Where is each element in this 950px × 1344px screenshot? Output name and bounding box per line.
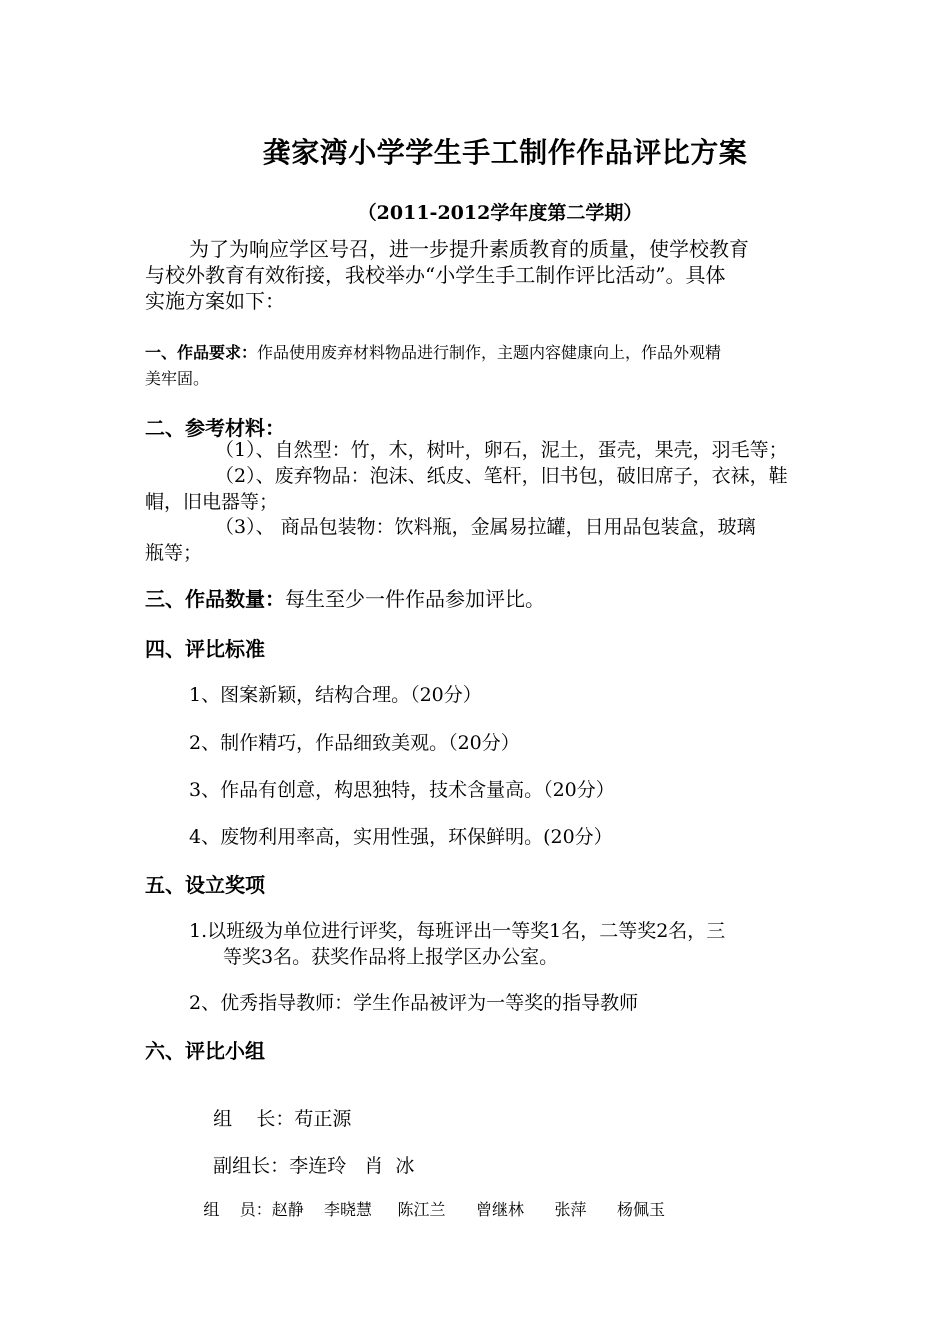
criterion-1: 1、图案新颖，结构合理。（20分） xyxy=(189,684,482,706)
section-1-text: 作品使用废弃材料物品进行制作，主题内容健康向上，作品外观精 xyxy=(257,343,722,362)
material-3-line-2: 瓶等； xyxy=(145,542,203,564)
vice-leader-names: 李连玲 肖 冰 xyxy=(289,1155,415,1177)
section-1-line-1 xyxy=(145,340,721,366)
material-2-line-1: （2）、废弃物品：泡沫、纸皮、笔杆，旧书包，破旧席子，衣袜，鞋 xyxy=(215,465,788,487)
section-6-heading: 六、评比小组 xyxy=(145,1039,265,1063)
section-2-heading: 二、参考材料： xyxy=(145,416,285,440)
document-title: 龚家湾小学学生手工制作作品评比方案 xyxy=(262,136,748,169)
material-2-line-2: 帽，旧电器等； xyxy=(145,491,279,513)
document-subtitle: （2011-2012学年度第二学期） xyxy=(357,202,643,224)
intro-line-2: 与校外教育有效衔接，我校举办“小学生手工制作评比活动”。具体 xyxy=(145,263,726,287)
material-1: （1）、自然型：竹，木，树叶，卵石，泥土，蛋壳，果壳，羽毛等； xyxy=(215,439,788,461)
members-line xyxy=(183,1178,665,1239)
award-1-line-1: 1.以班级为单位进行评奖，每班评出一等奖1名，二等奖2名，三 xyxy=(189,920,726,942)
award-2: 2、优秀指导教师：学生作品被评为一等奖的指导教师 xyxy=(189,992,639,1014)
leader-label: 组 长： xyxy=(213,1108,295,1130)
members-label: 组 员： xyxy=(203,1200,272,1219)
criterion-3: 3、作品有创意，构思独特，技术含量高。（20分） xyxy=(189,779,615,801)
members-names: 赵静 李晓慧 陈江兰 曾继林 张萍 杨佩玉 xyxy=(271,1200,666,1219)
award-1-line-2: 等奖3名。获奖作品将上报学区办公室。 xyxy=(223,946,559,968)
section-1-label: 一、作品要求： xyxy=(145,343,258,362)
material-3-line-1: （3）、 商品包装物：饮料瓶，金属易拉罐，日用品包装盒，玻璃 xyxy=(215,516,756,538)
leader-name: 苟正源 xyxy=(294,1108,352,1130)
intro-line-1: 为了为响应学区号召，进一步提升素质教育的质量，使学校教育 xyxy=(189,237,749,261)
section-3-line xyxy=(145,586,545,612)
section-4-heading: 四、评比标准 xyxy=(145,637,265,661)
section-1-line-2: 美牢固。 xyxy=(145,369,210,388)
section-5-heading: 五、设立奖项 xyxy=(145,873,265,897)
vice-leader-label: 副组长： xyxy=(213,1155,290,1177)
criterion-4: 4、废物利用率高，实用性强，环保鲜明。(20分） xyxy=(189,826,613,848)
section-3-text: 每生至少一件作品参加评比。 xyxy=(285,587,545,611)
section-3-label: 三、作品数量： xyxy=(145,587,285,611)
intro-line-3: 实施方案如下： xyxy=(145,289,285,313)
document-page xyxy=(145,0,807,1344)
criterion-2: 2、制作精巧，作品细致美观。（20分） xyxy=(189,732,520,754)
